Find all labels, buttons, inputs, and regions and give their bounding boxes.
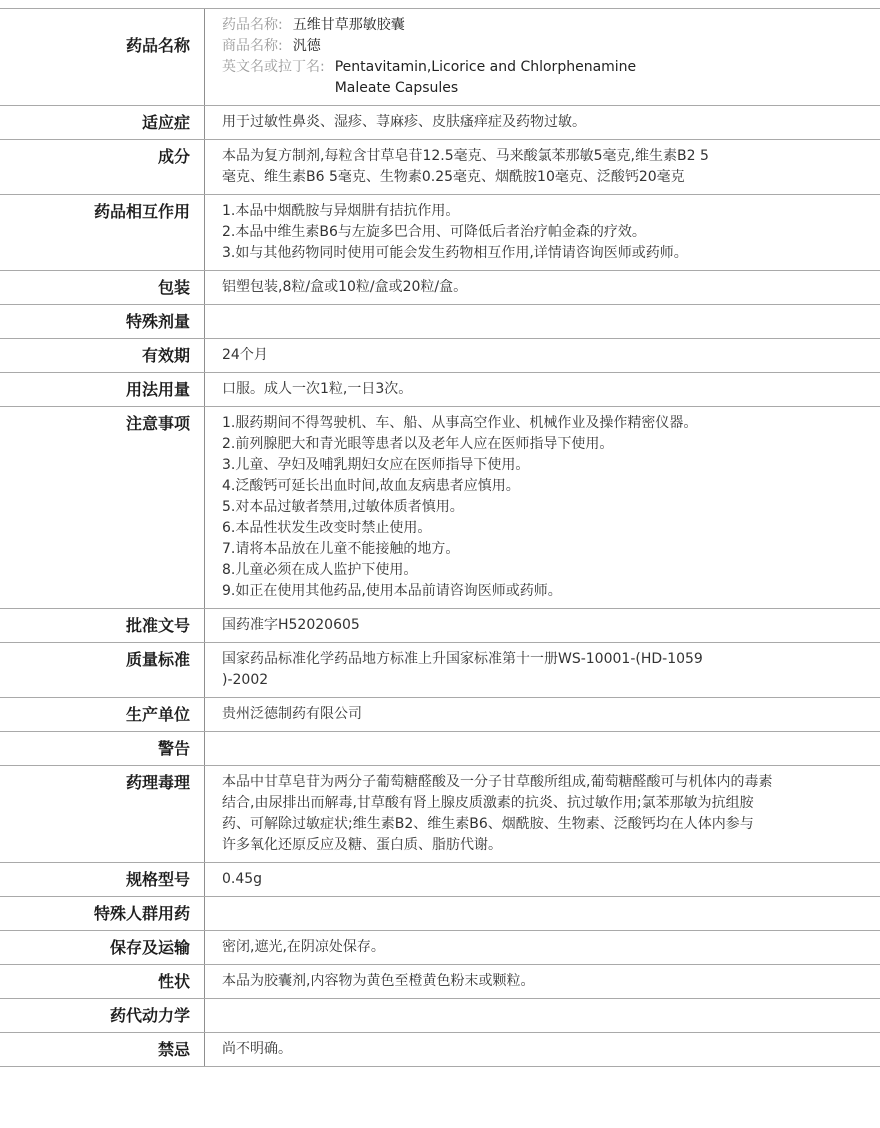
table-row-contraindications (0, 1033, 880, 1067)
table-row-precautions (0, 407, 880, 609)
row-value-properties (205, 965, 880, 998)
row-label-storage-transport: 保存及运输 (0, 931, 205, 964)
name-field (222, 57, 860, 99)
row-label-pharmacology-toxicology: 药理毒理 (0, 766, 205, 862)
drug-info-table (0, 8, 880, 1067)
row-value-contraindications (205, 1033, 880, 1066)
row-value-packaging (205, 271, 880, 304)
row-value-quality-standard (205, 643, 880, 697)
row-value-ingredients (205, 140, 880, 194)
row-value-approval-number (205, 609, 880, 642)
table-row-special-dosage (0, 305, 880, 339)
field-key: 药品名称: (222, 17, 283, 33)
value-text: 铝塑包装,8粒/盒或10粒/盒或20粒/盒。 (222, 279, 468, 295)
value-text: 用于过敏性鼻炎、湿疹、荨麻疹、皮肤瘙痒症及药物过敏。 (222, 114, 586, 130)
value-line: 6.本品性状发生改变时禁止使用。 (222, 520, 432, 536)
value-text: 贵州泛德制药有限公司 (222, 706, 362, 722)
table-row-indications (0, 106, 880, 140)
row-value-manufacturer (205, 698, 880, 731)
row-label-manufacturer: 生产单位 (0, 698, 205, 731)
row-label-pharmacokinetics: 药代动力学 (0, 999, 205, 1032)
name-field (222, 15, 860, 36)
value-line: 结合,由尿排出而解毒,甘草酸有肾上腺皮质激素的抗炎、抗过敏作用;氯苯那敏为抗组胺 (222, 795, 754, 811)
table-row-quality-standard (0, 643, 880, 698)
row-label-special-dosage: 特殊剂量 (0, 305, 205, 338)
value-line: 国家药品标准化学药品地方标准上升国家标准第十一册WS-10001-(HD-1059 (222, 651, 703, 667)
field-key: 商品名称: (222, 38, 283, 54)
row-label-special-populations: 特殊人群用药 (0, 897, 205, 930)
row-label-dosage-usage: 用法用量 (0, 373, 205, 406)
row-label-drug-interactions: 药品相互作用 (0, 195, 205, 270)
row-value-shelf-life (205, 339, 880, 372)
row-label-indications: 适应症 (0, 106, 205, 139)
value-line: 9.如正在使用其他药品,使用本品前请咨询医师或药师。 (222, 583, 562, 599)
value-line: 许多氧化还原反应及糖、蛋白质、脂肪代谢。 (222, 837, 502, 853)
value-line: 1.服药期间不得驾驶机、车、船、从事高空作业、机械作业及操作精密仪器。 (222, 415, 698, 431)
row-value-drug-name (205, 9, 880, 105)
value-text: 本品为胶囊剂,内容物为黄色至橙黄色粉末或颗粒。 (222, 973, 535, 989)
row-label-approval-number: 批准文号 (0, 609, 205, 642)
row-label-quality-standard: 质量标准 (0, 643, 205, 697)
table-row-storage-transport (0, 931, 880, 965)
value-line: 5.对本品过敏者禁用,过敏体质者慎用。 (222, 499, 464, 515)
row-value-precautions (205, 407, 880, 608)
value-line: 2.前列腺肥大和青光眼等患者以及老年人应在医师指导下使用。 (222, 436, 614, 452)
value-line: )-2002 (222, 672, 269, 688)
table-row-approval-number (0, 609, 880, 643)
value-text: 国药准字H52020605 (222, 617, 360, 633)
table-row-drug-interactions (0, 195, 880, 271)
row-value-indications (205, 106, 880, 139)
row-label-specification: 规格型号 (0, 863, 205, 896)
row-value-special-dosage (205, 305, 880, 338)
row-label-shelf-life: 有效期 (0, 339, 205, 372)
value-text: 24个月 (222, 347, 268, 363)
field-value: 五维甘草那敏胶囊 (292, 17, 405, 33)
row-label-packaging: 包装 (0, 271, 205, 304)
value-text: 密闭,遮光,在阴凉处保存。 (222, 939, 385, 955)
field-value: Pentavitamin,Licorice and Chlorphenamine Maleate Capsules (334, 59, 637, 96)
row-label-ingredients: 成分 (0, 140, 205, 194)
row-value-pharmacology-toxicology (205, 766, 880, 862)
value-line: 4.泛酸钙可延长出血时间,故血友病患者应慎用。 (222, 478, 520, 494)
row-value-specification (205, 863, 880, 896)
value-line: 毫克、维生素B6 5毫克、生物素0.25毫克、烟酰胺10毫克、泛酸钙20毫克 (222, 169, 685, 185)
row-label-warning: 警告 (0, 732, 205, 765)
row-value-dosage-usage (205, 373, 880, 406)
row-value-special-populations (205, 897, 880, 930)
table-row-properties (0, 965, 880, 999)
value-line: 3.如与其他药物同时使用可能会发生药物相互作用,详情请咨询医师或药师。 (222, 245, 688, 261)
value-line: 本品为复方制剂,每粒含甘草皂苷12.5毫克、马来酸氯苯那敏5毫克,维生素B2 5 (222, 148, 709, 164)
value-text: 0.45g (222, 871, 263, 887)
value-text: 尚不明确。 (222, 1041, 292, 1057)
value-line: 3.儿童、孕妇及哺乳期妇女应在医师指导下使用。 (222, 457, 530, 473)
row-label-contraindications: 禁忌 (0, 1033, 205, 1066)
row-value-warning (205, 732, 880, 765)
value-line: 7.请将本品放在儿童不能接触的地方。 (222, 541, 460, 557)
table-row-manufacturer (0, 698, 880, 732)
table-row-ingredients (0, 140, 880, 195)
field-key: 英文名或拉丁名: (222, 59, 325, 75)
value-text: 口服。成人一次1粒,一日3次。 (222, 381, 413, 397)
value-line: 8.儿童必须在成人监护下使用。 (222, 562, 418, 578)
row-value-storage-transport (205, 931, 880, 964)
row-value-pharmacokinetics (205, 999, 880, 1032)
row-label-precautions: 注意事项 (0, 407, 205, 608)
value-line: 本品中甘草皂苷为两分子葡萄糖醛酸及一分子甘草酸所组成,葡萄糖醛酸可与机体内的毒素 (222, 774, 773, 790)
table-row-pharmacology-toxicology (0, 766, 880, 863)
row-label-drug-name: 药品名称 (0, 9, 205, 105)
table-row-shelf-life (0, 339, 880, 373)
value-line: 1.本品中烟酰胺与异烟肼有拮抗作用。 (222, 203, 460, 219)
row-label-properties: 性状 (0, 965, 205, 998)
table-row-specification (0, 863, 880, 897)
table-row-dosage-usage (0, 373, 880, 407)
value-line: 药、可解除过敏症状;维生素B2、维生素B6、烟酰胺、生物素、泛酸钙均在人体内参与 (222, 816, 754, 832)
name-field (222, 36, 860, 57)
table-row-drug-name (0, 9, 880, 106)
row-value-drug-interactions (205, 195, 880, 270)
table-row-packaging (0, 271, 880, 305)
field-value: 汎德 (292, 38, 321, 54)
table-row-special-populations (0, 897, 880, 931)
table-row-warning (0, 732, 880, 766)
table-row-pharmacokinetics (0, 999, 880, 1033)
value-line: 2.本品中维生素B6与左旋多巴合用、可降低后者治疗帕金森的疗效。 (222, 224, 646, 240)
